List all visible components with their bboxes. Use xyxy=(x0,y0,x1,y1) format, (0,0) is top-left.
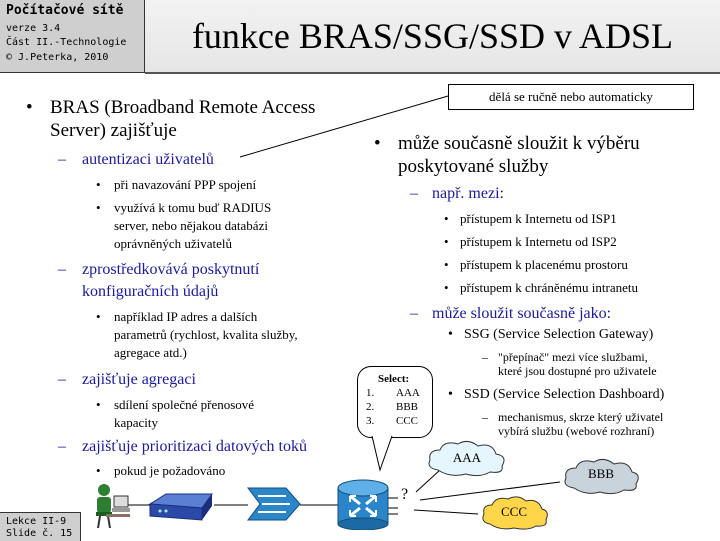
option-label: BBB xyxy=(396,401,419,413)
dash-marker-icon: – xyxy=(58,371,66,388)
ssd-desc-line2: vybírá službu (webové rozhraní) xyxy=(498,424,655,438)
dash-marker-icon: – xyxy=(58,438,66,455)
option-number: 2. xyxy=(366,401,375,413)
ssd-desc-line1: mechanismus, skrze který uživatel xyxy=(498,410,664,424)
example-item: přístupem k chráněnému intranetu xyxy=(460,280,638,295)
ssg-desc-line2: které jsou dostupné pro uživatele xyxy=(498,364,657,378)
example-item: přístupem k Internetu od ISP2 xyxy=(460,234,617,249)
example-item: přístupem k Internetu od ISP1 xyxy=(460,211,617,226)
sub-item: využívá k tomu buď RADIUS xyxy=(114,200,272,215)
sub-item: oprávněných uživatelů xyxy=(114,236,233,251)
bullet-marker-icon: • xyxy=(444,234,449,249)
bullet-marker-icon: • xyxy=(448,387,453,402)
version-label: verze 3.4 xyxy=(6,23,61,34)
router-icon xyxy=(336,478,390,530)
unknown-service-mark: ? xyxy=(401,486,409,503)
callout-box: dělá se ručně nebo automaticky xyxy=(448,84,694,110)
option-label: AAA xyxy=(396,387,420,399)
bullet-marker-icon: • xyxy=(96,463,101,478)
option-label: CCC xyxy=(396,415,419,427)
sub-item: například IP adres a dalších xyxy=(114,309,258,324)
item-heading-aggregation: zajišťuje agregaci xyxy=(82,371,196,388)
sub-item: agregace atd.) xyxy=(114,345,187,360)
dash-marker-icon: – xyxy=(58,151,66,168)
dslam-icon xyxy=(246,482,302,526)
adsl-modem-icon xyxy=(146,490,216,524)
bullet-marker-icon: • xyxy=(448,327,453,342)
bullet-marker-icon: • xyxy=(444,257,449,272)
example-item: přístupem k placenému prostoru xyxy=(460,257,628,272)
sub-item: parametrů (rychlost, kvalita služby, xyxy=(114,327,298,342)
simultaneous-heading: může sloužit současně jako: xyxy=(432,305,612,322)
author-label: © J.Peterka, 2010 xyxy=(6,52,109,63)
bras-bullet-line1: BRAS (Broadband Remote Access xyxy=(50,97,316,118)
bullet-marker-icon: • xyxy=(96,309,101,324)
slide-number: Slide č. 15 xyxy=(6,528,73,539)
bras-bullet-line2: Server) zajišťuje xyxy=(50,120,177,141)
item-heading-config: zprostředkovává poskytnutí xyxy=(82,261,260,278)
example-heading: např. mezi: xyxy=(432,185,504,202)
dash-marker-icon: – xyxy=(482,350,488,364)
lecture-label: Lekce II-9 xyxy=(6,516,67,527)
sub-item: server, nebo nějakou databázi xyxy=(114,218,268,233)
sub-item: při navazování PPP spojení xyxy=(114,177,257,192)
bullet-marker-icon: • xyxy=(26,97,33,118)
cloud-label-aaa: AAA xyxy=(452,450,482,465)
ssg-bullet-line1: může současně sloužit k výběru xyxy=(398,133,640,154)
dash-marker-icon: – xyxy=(410,305,418,322)
option-number: 3. xyxy=(366,415,375,427)
bullet-marker-icon: • xyxy=(96,200,101,215)
bullet-marker-icon: • xyxy=(374,133,381,154)
option-number: 1. xyxy=(366,387,375,399)
item-heading-config: konfiguračních údajů xyxy=(82,283,219,300)
dash-marker-icon: – xyxy=(482,410,488,424)
user-at-computer-icon xyxy=(92,482,132,532)
item-heading-priority: zajišťuje prioritizaci datových toků xyxy=(82,438,307,455)
bullet-marker-icon: • xyxy=(444,211,449,226)
sub-item: pokud je požadováno xyxy=(114,463,226,478)
bullet-marker-icon: • xyxy=(444,280,449,295)
cloud-label-ccc: CCC xyxy=(500,504,527,519)
sub-item: sdílení společné přenosové xyxy=(114,397,255,412)
ssg-bullet-line2: poskytované služby xyxy=(398,156,549,177)
sub-item: kapacity xyxy=(114,415,159,430)
part-label: Část II.-Technologie xyxy=(6,37,127,48)
slide-title: funkce BRAS/SSG/SSD v ADSL xyxy=(191,16,674,56)
bullet-marker-icon: • xyxy=(96,397,101,412)
ssg-item: SSG (Service Selection Gateway) xyxy=(464,327,654,342)
course-name: Počítačové sítě xyxy=(6,3,124,18)
item-heading-auth: autentizaci uživatelů xyxy=(82,151,214,168)
select-title: Select: xyxy=(378,373,410,385)
dash-marker-icon: – xyxy=(410,185,418,202)
slide-footer xyxy=(0,512,81,541)
ssg-desc-line1: "přepínač" mezi více službami, xyxy=(498,350,648,364)
cloud-label-bbb: BBB xyxy=(587,466,614,481)
ssd-item: SSD (Service Selection Dashboard) xyxy=(464,387,665,402)
dash-marker-icon: – xyxy=(58,261,66,278)
bullet-marker-icon: • xyxy=(96,177,101,192)
